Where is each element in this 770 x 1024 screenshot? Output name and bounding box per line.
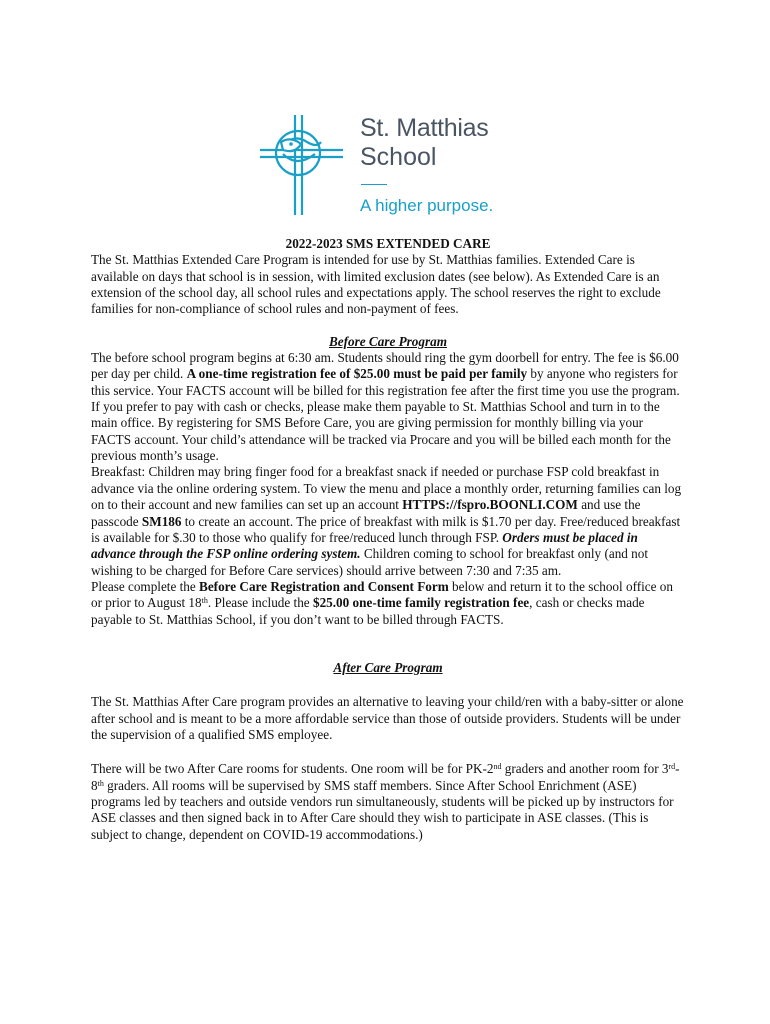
- cross-dove-icon: [255, 110, 355, 220]
- logo-tagline: A higher purpose.: [360, 196, 494, 215]
- after-care-paragraph-1: The St. Matthias After Care program provides an alternative to leaving your child/ren with a baby-sitter or alone after school and is meant to be a more affordable service than those of outside providers. Students will be under the supervision of a qualified SMS employee.: [91, 694, 684, 742]
- before-care-paragraph-3: Please complete the Before Care Registration and Consent Form below and return it to the school office on or prior to August 18th. Please include the $25.00 one-time family registration fee, cash or checks made payable to St. Matthias School, if you don’t want to be billed through FACTS.: [91, 578, 673, 627]
- after-care-paragraph-2: There will be two After Care rooms for students. One room will be for PK-2nd graders and another room for 3rd-8th graders. All rooms will be supervised by SMS staff members. Since After School Enrichment (ASE) programs led by teachers and outside vendors run simultaneously, students will be picked up by instructors for ASE classes and then signed back in to After Care should they wish to participate in ASE classes. (This is subject to change, dependent on COVID-19 accommodations.): [91, 761, 680, 842]
- before-care-heading: Before Care Program: [329, 333, 447, 349]
- intro-paragraph: The St. Matthias Extended Care Program is intended for use by St. Matthias families. Extended Care is available on days that school is in session, with limited exclusion dates (see below). As Extended Care is an extension of the school day, all school rules and expectations apply. The school reserves the right to exclude families for non-compliance of school rules and non-payment of fees.: [91, 252, 661, 317]
- before-care-paragraph-2: Breakfast: Children may bring finger food for a breakfast snack if needed or purchase FSP cold breakfast in advance via the online ordering system. To view the menu and place a monthly order, returning families can log on to their account and new families can set up an account HTTPS://fspro.BOONLI.COM and use the passcode SM186 to create an account. The price of breakfast with milk is $1.70 per day. Free/reduced breakfast is available for $.30 to those who qualify for free/reduced lunch through FSP. Orders must be placed in advance through the FSP online ordering system. Children coming to school for breakfast only (and not wishing to be charged for Before Care services) should arrive between 7:30 and 7:35 am.: [91, 464, 682, 578]
- document-body: [91, 236, 685, 843]
- before-care-paragraph-1: The before school program begins at 6:30 am. Students should ring the gym doorbell for entry. The fee is $6.00 per day per child. A one-time registration fee of $25.00 must be paid per family by anyone who registers for this service. Your FACTS account will be billed for this registration fee after the first time you use the program. If you prefer to pay with cash or checks, please make them payable to St. Matthias School and turn in to the main office. By registering for SMS Before Care, you are giving permission for monthly billing via your FACTS account. Your child’s attendance will be tracked via Procare and you will be billed each month for the previous month’s usage.: [91, 350, 680, 464]
- logo-divider: [361, 184, 387, 185]
- after-care-heading: After Care Program: [333, 659, 443, 675]
- school-logo: [255, 110, 525, 220]
- logo-name-line2: School: [360, 143, 437, 171]
- document-title: 2022-2023 SMS EXTENDED CARE: [285, 236, 491, 251]
- logo-name-line1: St. Matthias: [360, 114, 489, 142]
